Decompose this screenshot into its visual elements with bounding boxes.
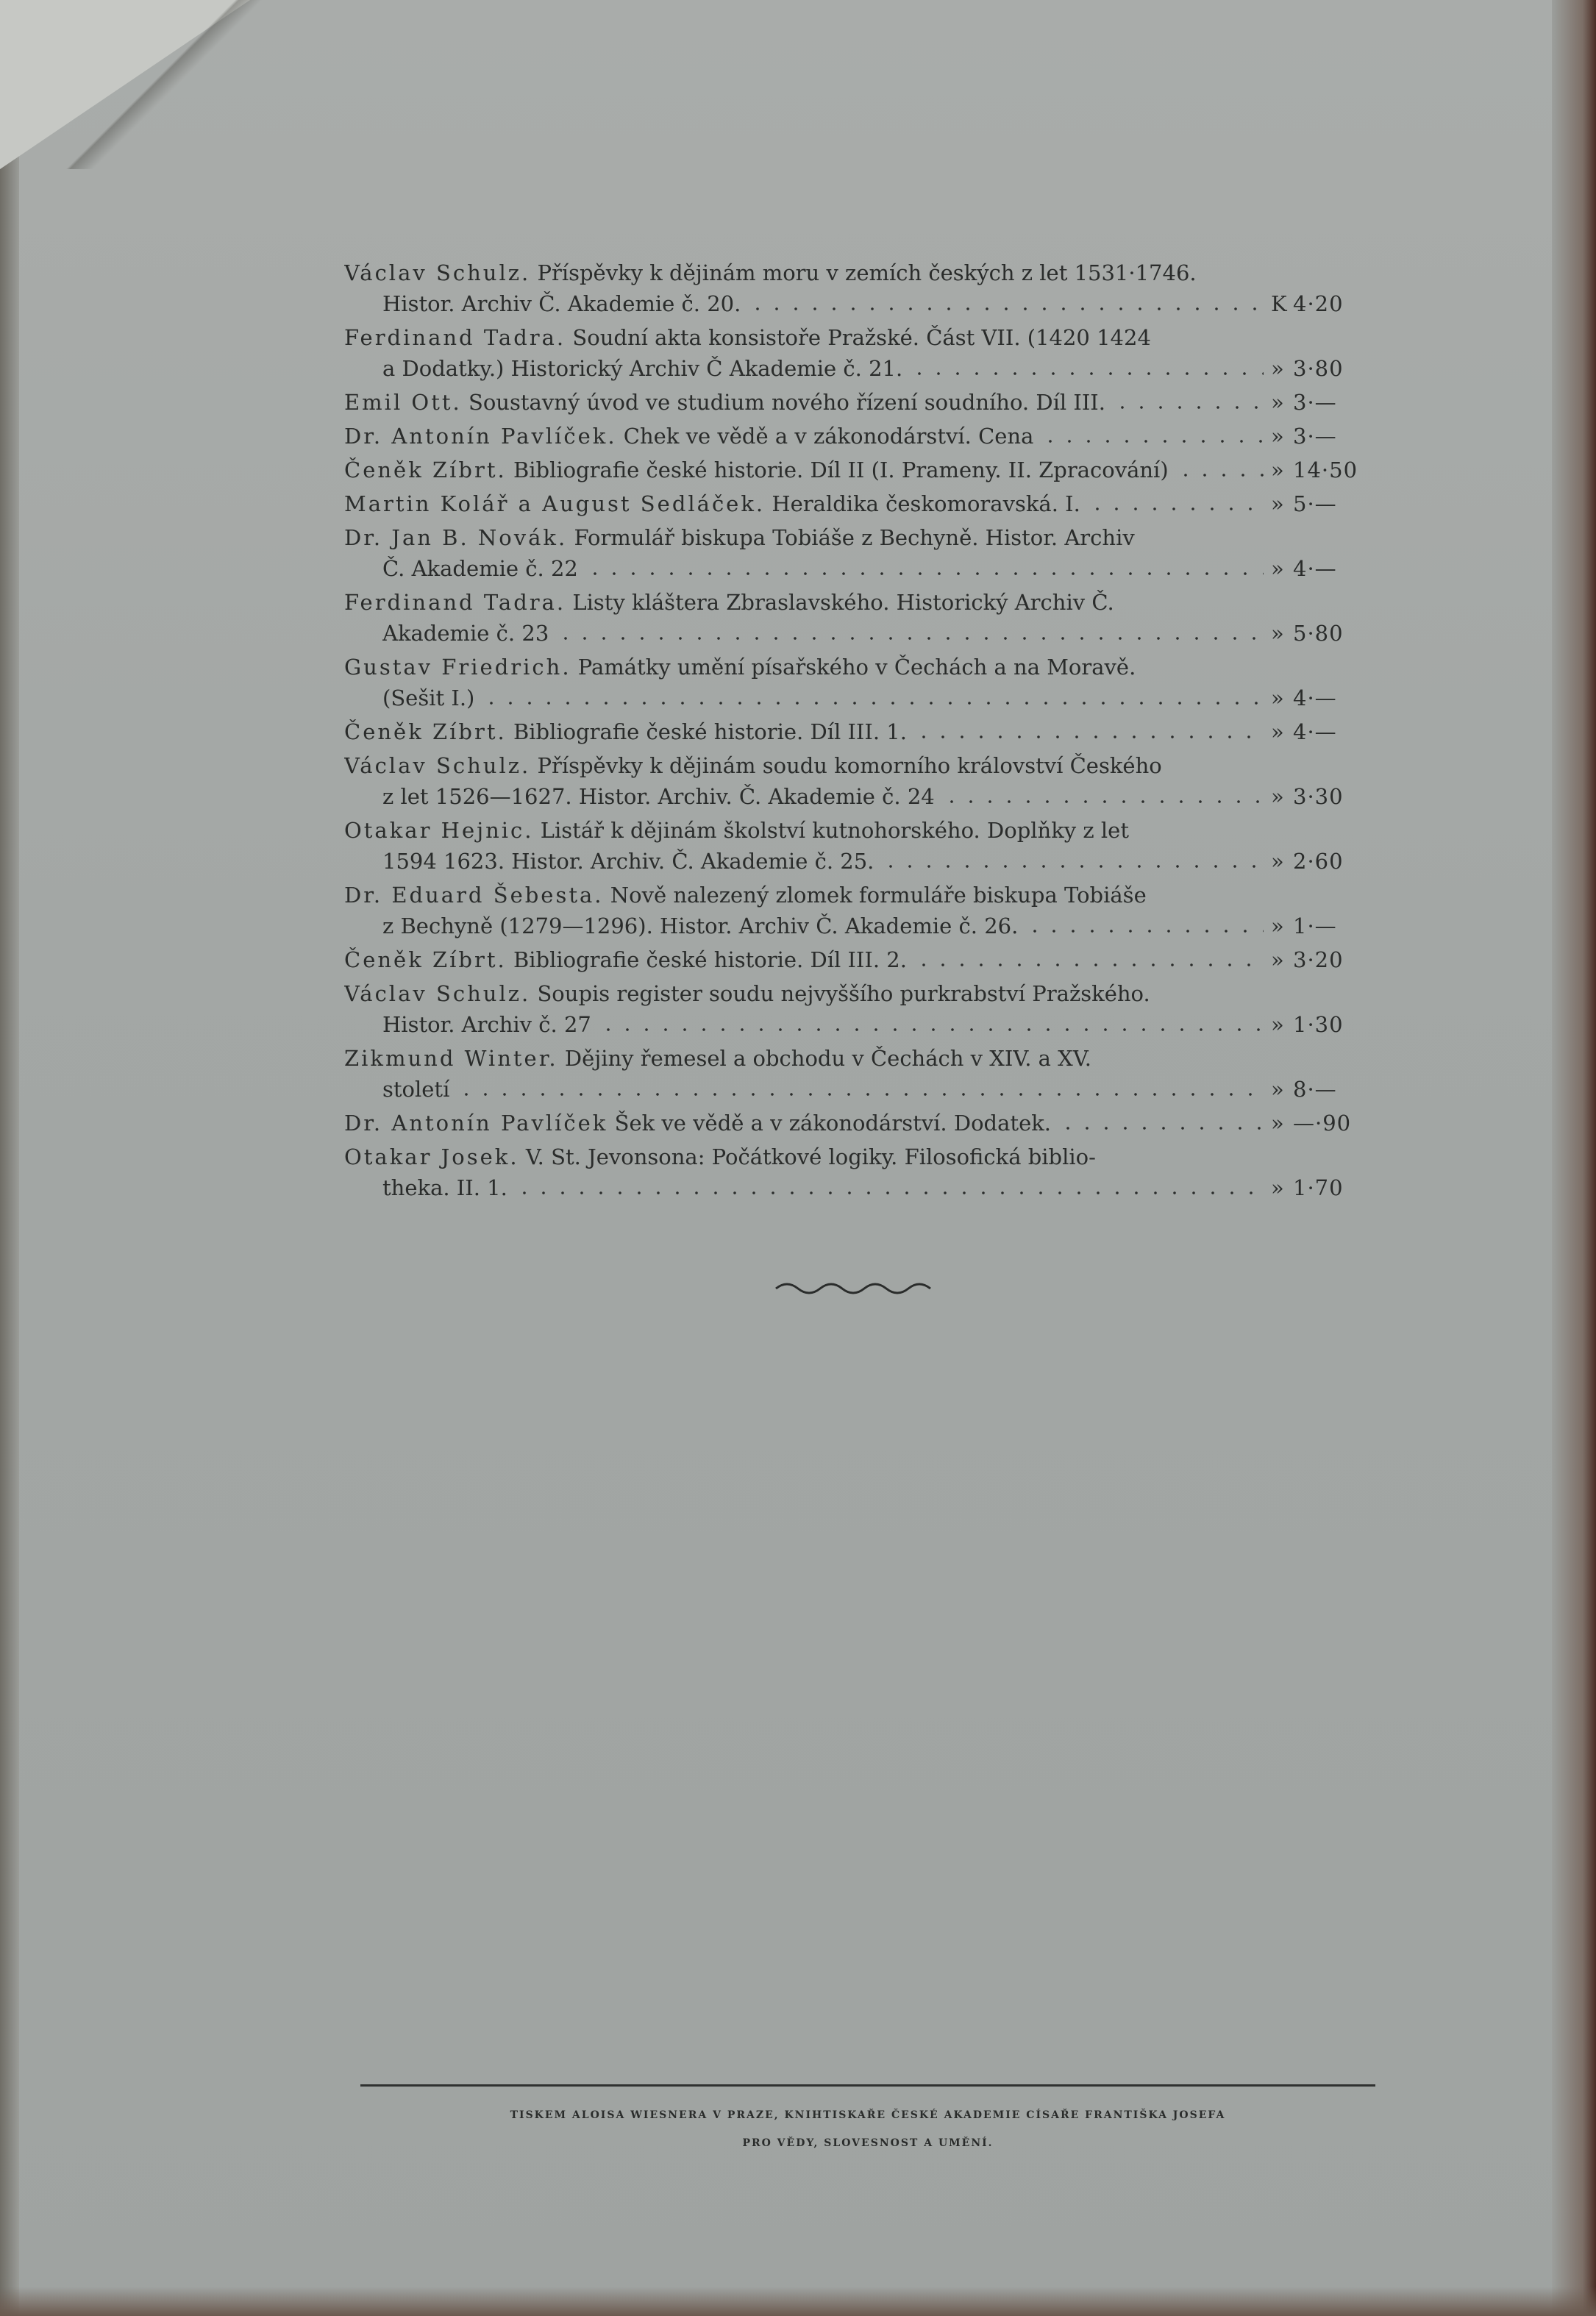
publication-price-list — [344, 257, 1374, 1206]
catalog-entry-line — [344, 911, 1374, 941]
entry-title: (Sešit I.) — [382, 685, 475, 710]
catalog-entry-line — [344, 1043, 1374, 1074]
price-mark: » — [1271, 621, 1284, 646]
catalog-entry — [344, 652, 1374, 713]
dot-leader — [599, 1028, 1264, 1031]
catalog-entry-line — [344, 455, 1374, 485]
entry-price: 1·30 — [1293, 1012, 1344, 1037]
dot-leader — [1041, 440, 1264, 443]
catalog-entry — [344, 488, 1374, 519]
entry-author: Václav Schulz. — [344, 753, 531, 778]
dot-leader — [515, 1191, 1264, 1194]
entry-price: 14·50 — [1293, 457, 1358, 482]
price-mark: » — [1271, 784, 1284, 809]
entry-author: Dr. Antonín Pavlíček. — [344, 424, 617, 449]
catalog-entry — [344, 978, 1374, 1040]
catalog-entry-line — [344, 846, 1374, 877]
entry-price: 4·— — [1293, 556, 1337, 581]
entry-author: Zikmund Winter. — [344, 1046, 558, 1071]
entry-price: 4·— — [1293, 685, 1337, 710]
catalog-entry-line — [344, 683, 1374, 713]
price-mark: » — [1271, 356, 1284, 381]
entry-title: V. St. Jevonsona: Počátkové logiky. Filosofická biblio- — [525, 1144, 1096, 1169]
entry-price: 1·70 — [1293, 1175, 1344, 1200]
entry-title: Památky umění písařského v Čechách a na Moravě. — [577, 655, 1136, 680]
entry-title: Soudní akta konsistoře Pražské. Část VII. (1420 1424 — [572, 325, 1151, 350]
entry-author: Čeněk Zíbrt. — [344, 719, 507, 744]
entry-title: Listy kláštera Zbraslavského. Historický Archiv Č. — [572, 590, 1114, 615]
price-mark: » — [1271, 390, 1284, 415]
catalog-entry — [344, 257, 1374, 319]
catalog-entry — [344, 455, 1374, 485]
price-mark: » — [1271, 1175, 1284, 1200]
catalog-entry-line — [344, 553, 1374, 584]
catalog-entry-line — [344, 944, 1374, 975]
catalog-entry-line — [344, 716, 1374, 747]
price-mark: K — [1271, 291, 1287, 316]
entry-title: Soustavný úvod ve studium nového řízení soudního. Díl III. — [468, 390, 1105, 415]
dot-leader — [910, 372, 1264, 375]
catalog-entry-line — [344, 522, 1374, 553]
catalog-entry-line — [344, 322, 1374, 353]
entry-price: 3·20 — [1293, 947, 1344, 972]
catalog-entry-line — [344, 353, 1374, 384]
catalog-entry-line — [344, 421, 1374, 452]
entry-title: století — [382, 1077, 450, 1102]
catalog-entry-line — [344, 1108, 1374, 1139]
left-worn-edge — [0, 0, 19, 2316]
price-mark: » — [1271, 849, 1284, 874]
entry-price: 3·30 — [1293, 784, 1344, 809]
price-mark: » — [1271, 491, 1284, 516]
entry-author: Václav Schulz. — [344, 981, 531, 1006]
price-mark: » — [1271, 913, 1284, 938]
dot-leader — [1025, 930, 1264, 933]
catalog-entry-line — [344, 587, 1374, 618]
entry-title: Bibliografie české historie. Díl III. 1. — [513, 719, 907, 744]
entry-author: Otakar Josek. — [344, 1144, 519, 1169]
dot-leader — [482, 702, 1264, 705]
entry-title: Bibliografie české historie. Díl III. 2. — [513, 947, 907, 972]
entry-title: a Dodatky.) Historický Archiv Č Akademie č. 21. — [382, 356, 903, 381]
entry-author: Martin Kolář a August Sedláček. — [344, 491, 766, 516]
catalog-entry — [344, 880, 1374, 941]
dot-leader — [1058, 1127, 1264, 1130]
catalog-entry-line — [344, 257, 1374, 288]
price-mark: » — [1271, 947, 1284, 972]
price-mark: » — [1271, 685, 1284, 710]
catalog-entry — [344, 587, 1374, 649]
dot-leader — [556, 637, 1264, 640]
entry-title: Histor. Archiv č. 27 — [382, 1012, 591, 1037]
entry-title: Listář k dějinám školství kutnohorského. Doplňky z let — [540, 818, 1129, 843]
catalog-entry-line — [344, 288, 1374, 319]
catalog-entry-line — [344, 652, 1374, 683]
catalog-entry-line — [344, 1172, 1374, 1203]
dot-leader — [881, 865, 1264, 868]
price-mark: » — [1271, 457, 1284, 482]
catalog-entry — [344, 322, 1374, 384]
catalog-entry-line — [344, 387, 1374, 418]
entry-author: Dr. Eduard Šebesta. — [344, 883, 604, 908]
catalog-entry — [344, 815, 1374, 877]
wavy-ornament-icon — [772, 1272, 941, 1302]
entry-author: Dr. Antonín Pavlíček — [344, 1111, 608, 1136]
catalog-entry — [344, 716, 1374, 747]
dot-leader — [748, 307, 1264, 310]
catalog-entry-line — [344, 750, 1374, 781]
entry-title: z Bechyně (1279—1296). Histor. Archiv Č. Akademie č. 26. — [382, 913, 1019, 938]
imprint-rule — [360, 2084, 1375, 2087]
dot-leader — [457, 1093, 1264, 1096]
entry-price: 4·20 — [1293, 291, 1344, 316]
price-mark: » — [1271, 1012, 1284, 1037]
catalog-entry — [344, 750, 1374, 812]
entry-price: 5·80 — [1293, 621, 1344, 646]
catalog-entry — [344, 421, 1374, 452]
entry-title: Dějiny řemesel a obchodu v Čechách v XIV. a XV. — [564, 1046, 1091, 1071]
catalog-entry — [344, 1043, 1374, 1105]
entry-title: theka. II. 1. — [382, 1175, 507, 1200]
bottom-worn-edge — [0, 2287, 1596, 2316]
entry-price: 3·— — [1293, 424, 1337, 449]
entry-author: Václav Schulz. — [344, 260, 531, 285]
entry-price: 5·— — [1293, 491, 1337, 516]
entry-author: Ferdinand Tadra. — [344, 590, 566, 615]
price-mark: » — [1271, 424, 1284, 449]
catalog-entry-line — [344, 1141, 1374, 1172]
catalog-entry-line — [344, 815, 1374, 846]
entry-price: 3·80 — [1293, 356, 1344, 381]
printer-imprint-line-2: PRO VĚDY, SLOVESNOST A UMĚNÍ. — [742, 2137, 994, 2149]
catalog-entry-line — [344, 488, 1374, 519]
catalog-entry — [344, 522, 1374, 584]
catalog-entry-line — [344, 880, 1374, 911]
catalog-entry-line — [344, 1074, 1374, 1105]
entry-author: Otakar Hejnic. — [344, 818, 534, 843]
catalog-entry-line — [344, 978, 1374, 1009]
price-mark: » — [1271, 1077, 1284, 1102]
entry-title: Nově nalezený zlomek formuláře biskupa Tobiáše — [610, 883, 1147, 908]
entry-price: 8·— — [1293, 1077, 1337, 1102]
catalog-entry-line — [344, 1009, 1374, 1040]
dot-leader — [1113, 406, 1264, 409]
price-mark: » — [1271, 719, 1284, 744]
entry-title: Histor. Archiv Č. Akademie č. 20. — [382, 291, 741, 316]
dot-leader — [1176, 474, 1264, 477]
catalog-entry — [344, 387, 1374, 418]
entry-title: Chek ve vědě a v zákonodárství. Cena — [623, 424, 1034, 449]
entry-author: Čeněk Zíbrt. — [344, 457, 507, 482]
dot-leader — [1088, 507, 1264, 510]
catalog-entry-line — [344, 618, 1374, 649]
entry-author: Gustav Friedrich. — [344, 655, 571, 680]
price-mark: » — [1271, 556, 1284, 581]
entry-title: Heraldika českomoravská. I. — [772, 491, 1080, 516]
dot-leader — [914, 735, 1264, 738]
entry-price: 2·60 — [1293, 849, 1344, 874]
entry-title: z let 1526—1627. Histor. Archiv. Č. Akademie č. 24 — [382, 784, 935, 809]
dot-leader — [585, 572, 1264, 575]
entry-author: Čeněk Zíbrt. — [344, 947, 507, 972]
price-mark: » — [1271, 1111, 1284, 1136]
entry-title: Příspěvky k dějinám moru v zemích českých z let 1531·1746. — [537, 260, 1197, 285]
entry-price: —·90 — [1293, 1111, 1352, 1136]
entry-title: Soupis register soudu nejvyššího purkrabství Pražského. — [537, 981, 1150, 1006]
dot-leader — [914, 963, 1264, 966]
entry-title: Bibliografie české historie. Díl II (I. Prameny. II. Zpracování) — [513, 457, 1169, 482]
entry-author: Emil Ott. — [344, 390, 462, 415]
entry-title: Akademie č. 23 — [382, 621, 549, 646]
entry-price: 3·— — [1293, 390, 1337, 415]
entry-title: Č. Akademie č. 22 — [382, 556, 578, 581]
catalog-entry — [344, 1141, 1374, 1203]
printer-imprint-line-1: TISKEM ALOISA WIESNERA V PRAZE, KNIHTISKAŘE ČESKÉ AKADEMIE CÍSAŘE FRANTIŠKA JOSEFA — [510, 2109, 1226, 2121]
entry-author: Dr. Jan B. Novák. — [344, 525, 568, 550]
folded-corner-shadow — [44, 0, 265, 169]
entry-title: Formulář biskupa Tobiáše z Bechyně. Histor. Archiv — [574, 525, 1135, 550]
catalog-entry — [344, 1108, 1374, 1139]
catalog-entry-line — [344, 781, 1374, 812]
entry-title: Příspěvky k dějinám soudu komorního království Českého — [537, 753, 1162, 778]
right-worn-edge — [1552, 0, 1596, 2316]
dot-leader — [942, 800, 1264, 803]
entry-price: 4·— — [1293, 719, 1337, 744]
entry-title: Šek ve vědě a v zákonodárství. Dodatek. — [614, 1111, 1052, 1136]
entry-title: 1594 1623. Histor. Archiv. Č. Akademie č. 25. — [382, 849, 874, 874]
entry-author: Ferdinand Tadra. — [344, 325, 566, 350]
catalog-entry — [344, 944, 1374, 975]
entry-price: 1·— — [1293, 913, 1337, 938]
